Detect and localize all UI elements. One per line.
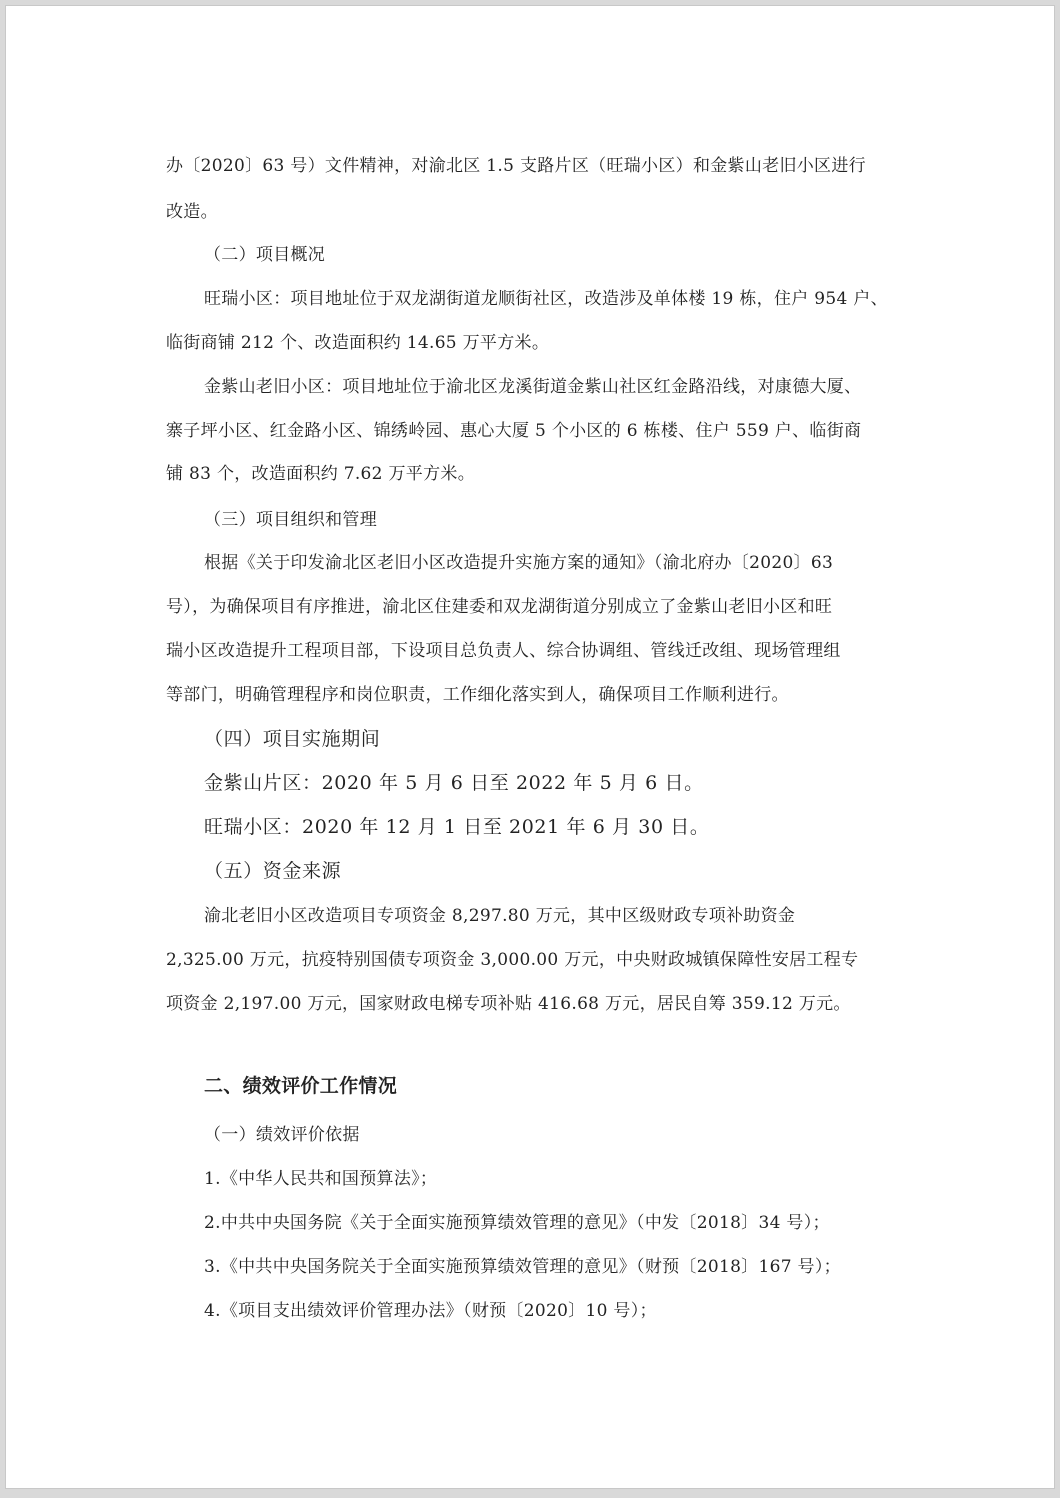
paragraph-line: 旺瑞小区：项目地址位于双龙湖街道龙顺街社区，改造涉及单体楼 19 栋，住户 954 户、 — [204, 289, 888, 309]
document-page — [5, 5, 1055, 1489]
paragraph-line: 瑞小区改造提升工程项目部，下设项目总负责人、综合协调组、管线迁改组、现场管理组 — [166, 641, 841, 661]
paragraph-line: 临街商铺 212 个、改造面积约 14.65 万平方米。 — [166, 333, 550, 353]
paragraph-line: 改造。 — [166, 202, 218, 222]
section-heading: （三）项目组织和管理 — [204, 510, 377, 530]
section-heading: （二）项目概况 — [204, 245, 326, 265]
section-heading: （五）资金来源 — [204, 860, 342, 882]
section-heading: （一）绩效评价依据 — [204, 1125, 360, 1145]
paragraph-line: 金紫山片区：2020 年 5 月 6 日至 2022 年 5 月 6 日。 — [204, 772, 704, 794]
paragraph-line: 根据《关于印发渝北区老旧小区改造提升实施方案的通知》（渝北府办〔2020〕63 — [204, 553, 834, 573]
paragraph-line: 号），为确保项目有序推进，渝北区住建委和双龙湖街道分别成立了金紫山老旧小区和旺 — [166, 597, 833, 617]
paragraph-line: 办〔2020〕63 号）文件精神，对渝北区 1.5 支路片区（旺瑞小区）和金紫山老旧小区进行 — [166, 156, 866, 176]
paragraph-line: 项资金 2,197.00 万元，国家财政电梯专项补贴 416.68 万元，居民自筹 359.12 万元。 — [166, 994, 851, 1014]
list-item: 3.《中共中央国务院关于全面实施预算绩效管理的意见》（财预〔2018〕167 号）； — [204, 1257, 841, 1277]
paragraph-line: 等部门，明确管理程序和岗位职责，工作细化落实到人，确保项目工作顺利进行。 — [166, 685, 789, 705]
section-heading: （四）项目实施期间 — [204, 728, 381, 750]
list-item: 4.《项目支出绩效评价管理办法》（财预〔2020〕10 号）； — [204, 1301, 657, 1321]
paragraph-line: 渝北老旧小区改造项目专项资金 8,297.80 万元，其中区级财政专项补助资金 — [204, 906, 796, 926]
list-item: 2.中共中央国务院《关于全面实施预算绩效管理的意见》（中发〔2018〕34 号）； — [204, 1213, 830, 1233]
chapter-heading: 二、绩效评价工作情况 — [204, 1075, 398, 1097]
paragraph-line: 金紫山老旧小区：项目地址位于渝北区龙溪街道金紫山社区红金路沿线，对康德大厦、 — [204, 377, 862, 397]
paragraph-line: 铺 83 个，改造面积约 7.62 万平方米。 — [166, 464, 475, 484]
paragraph-line: 2,325.00 万元，抗疫特别国债专项资金 3,000.00 万元，中央财政城镇保障性安居工程专 — [166, 950, 859, 970]
paragraph-line: 寨子坪小区、红金路小区、锦绣岭园、惠心大厦 5 个小区的 6 栋楼、住户 559 户、临街商 — [166, 421, 862, 441]
paragraph-line: 旺瑞小区：2020 年 12 月 1 日至 2021 年 6 月 30 日。 — [204, 816, 710, 838]
list-item: 1.《中华人民共和国预算法》； — [204, 1169, 438, 1189]
